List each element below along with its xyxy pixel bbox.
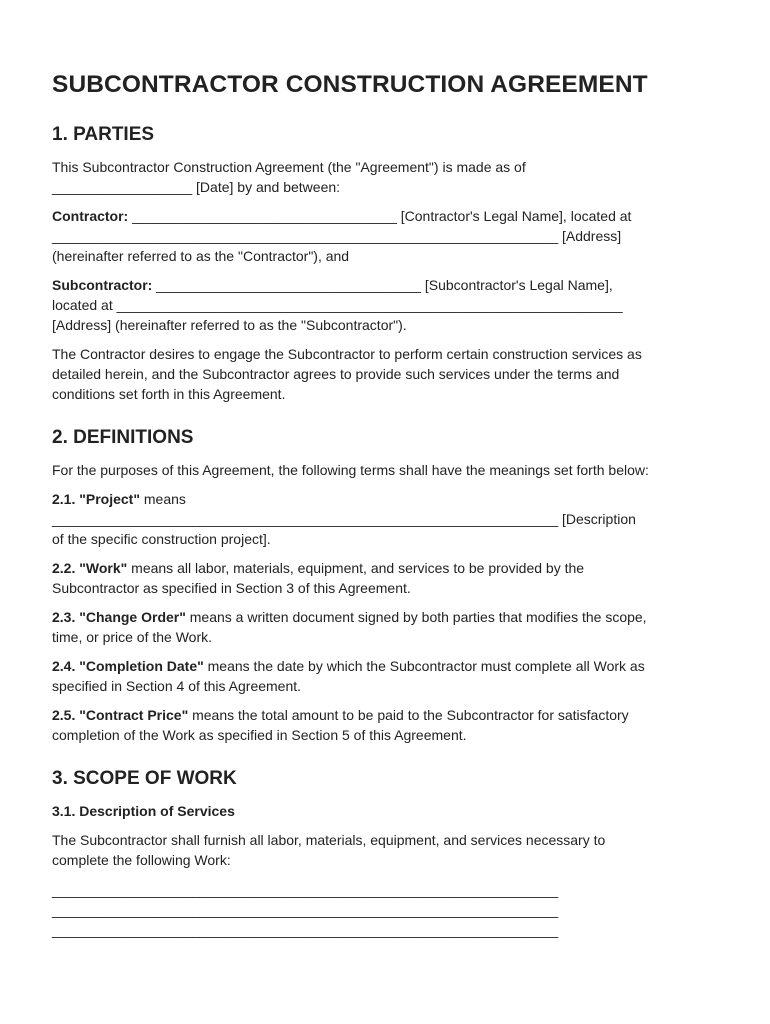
parties-intro-line2: __________________ [Date] by and between:	[52, 179, 341, 195]
work-description-blank-line: _________________________________________________________________	[52, 902, 559, 918]
definition-change-order-text: means a written document signed by both parties that modifies the scope,	[185, 609, 647, 625]
scope-intro	[52, 830, 720, 870]
definition-change-order-term: 2.3. "Change Order"	[52, 609, 186, 625]
work-description-blank-line: _________________________________________________________________	[52, 882, 559, 898]
definition-completion-date-term: 2.4. "Completion Date"	[52, 658, 204, 674]
contractor-name-blank: __________________________________ [Contractor's Legal Name], located at	[128, 208, 632, 224]
definition-project-blank: _________________________________________________________________ [Description	[52, 511, 636, 527]
definitions-intro: For the purposes of this Agreement, the following terms shall have the meanings set forth below:	[52, 462, 649, 478]
section-scope-of-work	[52, 766, 720, 940]
parties-intro-line1: This Subcontractor Construction Agreement (the "Agreement") is made as of	[52, 159, 526, 175]
section-definitions	[52, 425, 720, 745]
definition-work-text: means all labor, materials, equipment, and services to be provided by the	[127, 560, 585, 576]
section-heading-scope: 3. SCOPE OF WORK	[52, 768, 237, 789]
definition-work-text2: Subcontractor as specified in Section 3 of this Agreement.	[52, 580, 411, 596]
definition-work-term: 2.2. "Work"	[52, 560, 128, 576]
agreement-document	[52, 66, 720, 940]
definition-contract-price-text2: completion of the Work as specified in Section 5 of this Agreement.	[52, 727, 467, 743]
subcontractor-name-blank: __________________________________ [Subcontractor's Legal Name],	[152, 277, 613, 293]
work-description-blank-line: _________________________________________________________________	[52, 922, 559, 938]
purpose-line3: conditions set forth in this Agreement.	[52, 386, 286, 402]
contractor-clause	[52, 206, 720, 266]
definition-change-order-text2: time, or price of the Work.	[52, 629, 213, 645]
document-title: SUBCONTRACTOR CONSTRUCTION AGREEMENT	[52, 71, 648, 98]
parties-intro	[52, 157, 720, 197]
parties-purpose	[52, 344, 720, 404]
definition-project-text: means	[139, 491, 186, 507]
section-heading-parties: 1. PARTIES	[52, 124, 155, 145]
subcontractor-definition: [Address] (hereinafter referred to as the "Subcontractor").	[52, 317, 407, 333]
subcontractor-address-blank: located at _________________________________________________________________	[52, 297, 623, 313]
contractor-label: Contractor:	[52, 208, 129, 224]
definition-project-text2: of the specific construction project].	[52, 531, 271, 547]
definition-completion-date-text2: specified in Section 4 of this Agreement.	[52, 678, 302, 694]
definition-contract-price-text: means the total amount to be paid to the Subcontractor for satisfactory	[188, 707, 629, 723]
definition-completion-date	[52, 656, 720, 696]
definition-contract-price-term: 2.5. "Contract Price"	[52, 707, 189, 723]
subcontractor-label: Subcontractor:	[52, 277, 153, 293]
definition-change-order	[52, 607, 720, 647]
definition-project	[52, 489, 720, 549]
definition-contract-price	[52, 705, 720, 745]
section-parties	[52, 122, 720, 404]
subsection-heading-description: 3.1. Description of Services	[52, 803, 235, 819]
work-description-blanks	[52, 880, 720, 940]
purpose-line2: detailed herein, and the Subcontractor agrees to provide such services under the terms and	[52, 366, 620, 382]
contractor-address-blank: _________________________________________________________________ [Address]	[52, 228, 622, 244]
definition-work	[52, 558, 720, 598]
scope-intro-line1: The Subcontractor shall furnish all labor, materials, equipment, and services necessary to	[52, 832, 606, 848]
contractor-definition: (hereinafter referred to as the "Contractor"), and	[52, 248, 350, 264]
purpose-line1: The Contractor desires to engage the Subcontractor to perform certain construction services as	[52, 346, 642, 362]
scope-intro-line2: complete the following Work:	[52, 852, 231, 868]
definition-completion-date-text: means the date by which the Subcontractor must complete all Work as	[203, 658, 645, 674]
subcontractor-clause	[52, 275, 720, 335]
definition-project-term: 2.1. "Project"	[52, 491, 140, 507]
section-heading-definitions: 2. DEFINITIONS	[52, 427, 194, 448]
